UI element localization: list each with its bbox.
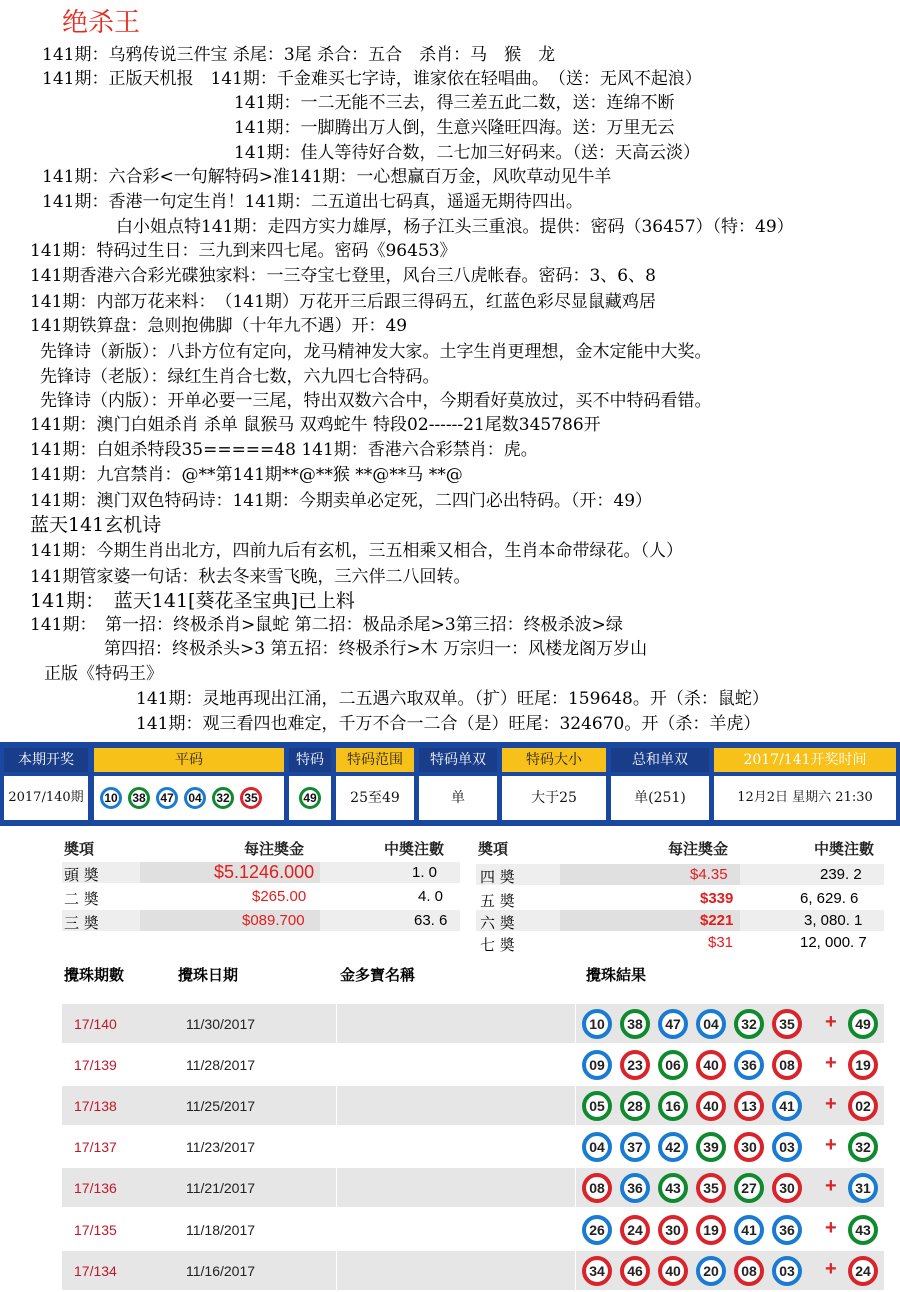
history-header-result: 攪珠結果 <box>586 966 647 984</box>
result-ball: 26 <box>582 1215 612 1245</box>
result-ball: 19 <box>696 1215 726 1245</box>
prize-money: $31 <box>708 934 734 951</box>
prize-count: 1. 0 <box>412 864 438 881</box>
text-line: 141期：特码过生日：三九到来四七尾。密码《96453》 <box>30 241 457 261</box>
draw-period: 17/134 <box>74 1263 117 1279</box>
plus-icon: + <box>825 1217 837 1239</box>
result-ball: 16 <box>658 1091 688 1121</box>
text-line: 141期管家婆一句话：秋去冬来雪飞晚，三六伴二八回转。 <box>30 567 471 587</box>
column-divider <box>336 1251 337 1290</box>
column-divider <box>575 1168 576 1207</box>
text-line: 141期： 第一招：终极杀肖>鼠蛇 第二招：极品杀尾>3第三招：终极杀波>绿 <box>30 615 623 635</box>
result-ball: 04 <box>696 1009 726 1039</box>
prize-money-header: 每注奬金 <box>244 840 305 858</box>
column-divider <box>575 1127 576 1166</box>
result-ball: 40 <box>658 1256 688 1286</box>
history-header-period: 攪珠期數 <box>64 966 125 984</box>
result-ball: 35 <box>696 1173 726 1203</box>
prize-money: $5.1246.000 <box>214 862 315 882</box>
plus-icon: + <box>825 1134 837 1156</box>
table-row <box>62 1251 884 1290</box>
text-line: 先锋诗（内版）：开单必要一三尾，特出双数六合中，今期看好莫放过，买不中特码看错。 <box>40 391 712 411</box>
special-result-ball: 32 <box>848 1132 878 1162</box>
special-result-ball: 02 <box>848 1091 878 1121</box>
prize-money: $221 <box>700 912 734 929</box>
result-ball: 47 <box>658 1009 688 1039</box>
prize-money-header: 每注奬金 <box>668 840 729 858</box>
history-header-date: 攪珠日期 <box>178 966 239 984</box>
prize-count-header: 中奬注數 <box>384 840 445 858</box>
special-result-ball: 24 <box>848 1256 878 1286</box>
text-line: 141期：正版天机报 141期：千金难买七字诗，谁家依在轻唱曲。 （送：无风不起浪） <box>42 69 702 89</box>
prize-name: 頭 奬 <box>64 866 99 884</box>
column-divider <box>336 1086 337 1125</box>
prize-count: 239. 2 <box>820 866 862 883</box>
result-ball: 39 <box>696 1132 726 1162</box>
plus-icon: + <box>825 1175 837 1197</box>
ball: 38 <box>128 787 150 809</box>
column-divider <box>575 1086 576 1125</box>
prize-name: 五 奬 <box>480 892 515 910</box>
column-divider <box>336 1004 337 1043</box>
result-ball: 03 <box>772 1132 802 1162</box>
special-result-ball: 49 <box>848 1009 878 1039</box>
issue-number: 2017/140期 <box>4 776 88 820</box>
plus-icon: + <box>825 1258 837 1280</box>
table-row <box>62 1045 884 1084</box>
prize-header: 奬項 <box>64 840 95 858</box>
prize-name: 七 奬 <box>480 936 515 954</box>
result-ball: 20 <box>696 1256 726 1286</box>
special-result-ball: 31 <box>848 1173 878 1203</box>
prize-name: 三 奬 <box>64 914 99 932</box>
column-divider <box>336 1168 337 1207</box>
column-divider <box>336 1127 337 1166</box>
prize-name: 二 奬 <box>64 890 99 908</box>
prize-name: 四 奬 <box>480 868 515 886</box>
result-ball: 30 <box>772 1173 802 1203</box>
header-range: 特码范围 <box>336 748 414 772</box>
header-odd-even: 特码单双 <box>419 748 497 772</box>
column-divider <box>575 1251 576 1290</box>
draw-period: 17/137 <box>74 1139 117 1155</box>
result-ball: 23 <box>620 1050 650 1080</box>
size-value: 大于25 <box>502 776 606 820</box>
text-line: 141期：今期生肖出北方，四前九后有玄机，三五相乘又相合，生肖本命带绿花。（人） <box>30 541 683 561</box>
text-line: 141期： 蓝天141[葵花圣宝典]已上料 <box>30 590 355 612</box>
text-line: 先锋诗（新版）：八卦方位有定向，龙马精神发大家。土字生肖更理想，金木定能中大奖。 <box>40 342 712 362</box>
text-line: 先锋诗（老版）：绿红生肖合七数，六九四七合特码。 <box>40 367 440 387</box>
header-sum: 总和单双 <box>611 748 709 772</box>
draw-date: 11/23/2017 <box>186 1139 256 1155</box>
section-heading: 蓝天141玄机诗 <box>30 514 162 536</box>
prize-count-header: 中奬注數 <box>814 840 875 858</box>
text-line: 141期：澳门白姐杀肖 杀单 鼠猴马 双鸡蛇牛 特段02------21尾数345786开 <box>30 415 601 435</box>
result-ball: 09 <box>582 1050 612 1080</box>
header-current-draw: 本期开奖 <box>4 748 88 772</box>
column-divider <box>575 1210 576 1249</box>
result-ball: 32 <box>734 1009 764 1039</box>
draw-period: 17/138 <box>74 1098 117 1114</box>
draw-period: 17/136 <box>74 1180 117 1196</box>
header-regular-numbers: 平码 <box>94 748 284 772</box>
result-ball: 27 <box>734 1173 764 1203</box>
range-value: 25至49 <box>336 776 414 820</box>
result-ball: 35 <box>772 1009 802 1039</box>
column-divider <box>575 1045 576 1084</box>
ball: 10 <box>100 787 122 809</box>
text-line: 白小姐点特141期：走四方实力雄厚，杨子江头三重浪。提供：密码（36457）（特：49） <box>116 217 794 237</box>
text-line: 141期：一脚腾出万人倒，生意兴隆旺四海。送：万里无云 <box>234 118 675 138</box>
result-ball: 08 <box>582 1173 612 1203</box>
result-ball: 28 <box>620 1091 650 1121</box>
result-ball: 41 <box>734 1215 764 1245</box>
result-ball: 04 <box>582 1132 612 1162</box>
result-ball: 08 <box>772 1050 802 1080</box>
draw-date: 11/18/2017 <box>186 1222 256 1238</box>
special-result-ball: 43 <box>848 1215 878 1245</box>
prize-count: 6, 629. 6 <box>800 890 859 907</box>
header-size: 特码大小 <box>502 748 606 772</box>
plus-icon: + <box>825 1052 837 1074</box>
result-ball: 06 <box>658 1050 688 1080</box>
prize-money: $265.00 <box>252 888 307 905</box>
text-line: 正版《特码王》 <box>44 664 163 684</box>
text-line: 第四招：终极杀头>3 第五招：终极杀行>木 万宗归一：风楼龙阁万岁山 <box>104 639 648 659</box>
prize-count: 3, 080. 1 <box>804 912 863 929</box>
result-ball: 42 <box>658 1132 688 1162</box>
result-ball: 36 <box>620 1173 650 1203</box>
draw-period: 17/139 <box>74 1057 117 1073</box>
draw-date: 11/21/2017 <box>186 1180 256 1196</box>
prize-money: $089.700 <box>242 912 305 929</box>
special-ball: 49 <box>299 787 321 809</box>
text-line: 141期：乌鸦传说三件宝 杀尾：3尾 杀合：五合 杀肖：马 猴 龙 <box>42 45 556 65</box>
text-line: 141期：澳门双色特码诗：141期：今期卖单必定死，二四门必出特码。（开：49） <box>30 491 653 511</box>
result-ball: 38 <box>620 1009 650 1039</box>
result-ball: 36 <box>734 1050 764 1080</box>
prize-money: $339 <box>700 890 734 907</box>
result-ball: 30 <box>658 1215 688 1245</box>
header-special-number: 特码 <box>289 748 331 772</box>
result-ball: 46 <box>620 1256 650 1286</box>
result-ball: 34 <box>582 1256 612 1286</box>
draw-time-value: 12月2日 星期六 21:30 <box>714 776 896 820</box>
plus-icon: + <box>825 1011 837 1033</box>
column-divider <box>336 1045 337 1084</box>
table-row <box>62 1210 884 1249</box>
result-ball: 43 <box>658 1173 688 1203</box>
result-ball: 40 <box>696 1050 726 1080</box>
sum-value: 单(251) <box>611 776 709 820</box>
header-draw-time: 2017/141开奖时间 <box>714 748 896 772</box>
text-line: 141期：九宫禁肖：@**第141期**@**猴 **@**马 **@ <box>30 465 463 485</box>
result-ball: 30 <box>734 1132 764 1162</box>
text-line: 141期香港六合彩光碟独家料：一三夺宝七登里，风台三八虎帐春。密码：3、6、8 <box>30 266 656 286</box>
draw-date: 11/28/2017 <box>186 1057 256 1073</box>
plus-icon: + <box>825 1093 837 1115</box>
prize-count: 63. 6 <box>414 912 448 929</box>
prize-count: 4. 0 <box>418 888 444 905</box>
text-line: 141期：佳人等待好合数，二七加三好码来。（送：天高云淡） <box>234 143 700 163</box>
draw-date: 11/30/2017 <box>186 1016 256 1032</box>
result-ball: 13 <box>734 1091 764 1121</box>
draw-date: 11/16/2017 <box>186 1263 256 1279</box>
result-ball: 24 <box>620 1215 650 1245</box>
column-divider <box>336 1210 337 1249</box>
prize-count: 12, 000. 7 <box>800 934 867 951</box>
result-table <box>0 742 900 826</box>
column-divider <box>575 1004 576 1043</box>
draw-period: 17/135 <box>74 1222 117 1238</box>
result-ball: 41 <box>772 1091 802 1121</box>
text-line: 141期：内部万花来料： （141期）万花开三后跟三得码五，红蓝色彩尽显鼠藏鸡居 <box>30 292 656 312</box>
text-line: 141期铁算盘：急则抱佛脚（十年九不遇）开：49 <box>30 316 408 336</box>
text-line: 141期：香港一句定生肖！141期：二五道出七码真，遥遥无期待四出。 <box>42 192 583 212</box>
text-line: 141期：观三看四也难定，千万不合一二合（是）旺尾：324670。开（杀：羊虎） <box>136 714 761 734</box>
result-ball: 40 <box>696 1091 726 1121</box>
ball: 32 <box>212 787 234 809</box>
result-ball: 08 <box>734 1256 764 1286</box>
prize-header: 奬項 <box>478 840 509 858</box>
result-ball: 10 <box>582 1009 612 1039</box>
text-line: 141期：灵地再现出江涌，二五遇六取双单。（扩）旺尾：159648。开（杀：鼠蛇） <box>136 689 769 709</box>
text-line: 141期：白姐杀特段35=====48 141期：香港六合彩禁肖：虎。 <box>30 440 538 460</box>
text-line: 141期：一二无能不三去，得三差五此二数，送：连绵不断 <box>234 93 675 113</box>
result-ball: 37 <box>620 1132 650 1162</box>
text-line: 141期：六合彩<一句解特码>准141期：一心想赢百万金，风吹草动见牛羊 <box>42 167 612 187</box>
result-ball: 03 <box>772 1256 802 1286</box>
draw-date: 11/25/2017 <box>186 1098 256 1114</box>
special-result-ball: 19 <box>848 1050 878 1080</box>
prize-money: $4.35 <box>690 866 728 883</box>
table-row <box>62 1086 884 1125</box>
table-row <box>62 1168 884 1207</box>
page-title: 绝杀王 <box>62 8 141 38</box>
history-header-name: 金多寶名稱 <box>340 966 416 984</box>
table-row <box>62 1004 884 1043</box>
regular-balls <box>94 776 284 820</box>
result-ball: 36 <box>772 1215 802 1245</box>
table-row <box>62 1127 884 1166</box>
ball: 47 <box>156 787 178 809</box>
special-ball-cell <box>289 776 331 820</box>
ball: 04 <box>184 787 206 809</box>
ball: 35 <box>240 787 262 809</box>
odd-even-value: 单 <box>419 776 497 820</box>
result-ball: 05 <box>582 1091 612 1121</box>
draw-period: 17/140 <box>74 1016 117 1032</box>
prize-name: 六 奬 <box>480 914 515 932</box>
